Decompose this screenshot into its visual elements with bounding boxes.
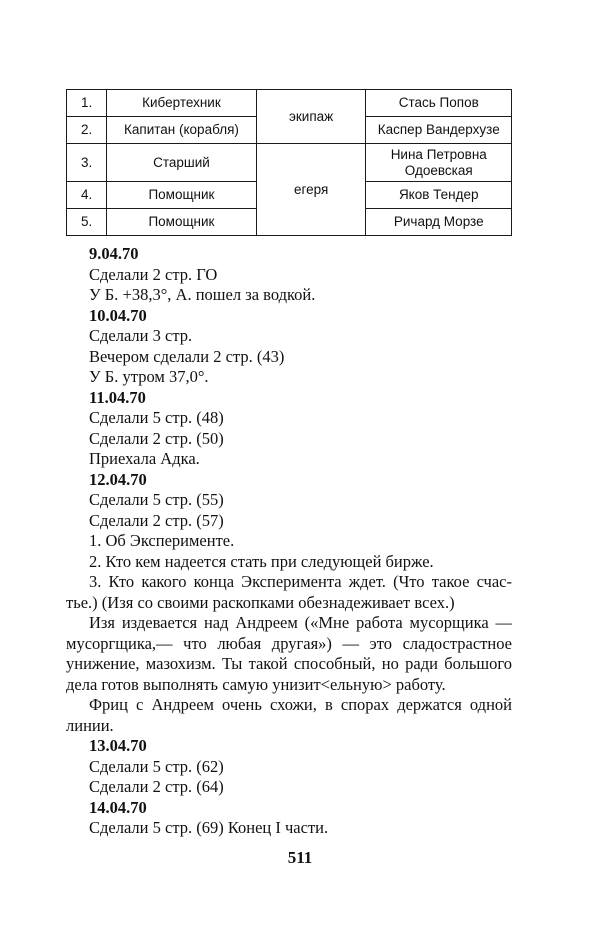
person-cell xyxy=(366,144,512,182)
entry-line: Сделали 3 стр. xyxy=(89,326,193,345)
entry-line: Сделали 2 стр. (50) xyxy=(89,428,224,448)
role-cell: Старший xyxy=(107,144,257,182)
entry-date: 14.04.70 xyxy=(89,797,147,817)
page-number: 511 xyxy=(287,848,313,867)
group-cell-huntsmen: егеря xyxy=(256,144,366,236)
diary-text xyxy=(66,244,512,839)
role-cell: Помощник xyxy=(107,182,257,209)
entry-line: Сделали 5 стр. (55) xyxy=(89,490,224,509)
table-row xyxy=(67,90,512,117)
table-row xyxy=(67,144,512,182)
group-cell-crew: экипаж xyxy=(256,90,366,144)
person-cell: Каспер Вандерхузе xyxy=(366,117,512,144)
entry-line: Приехала Адка. xyxy=(89,449,200,468)
entry-line: У Б. +38,3°, А. пошел за водкой. xyxy=(89,285,316,304)
entry-date: 13.04.70 xyxy=(89,736,147,755)
row-number: 3. xyxy=(67,144,107,182)
crew-table xyxy=(66,89,512,236)
entry-line: Сделали 5 стр. (48) xyxy=(89,408,224,427)
row-number: 1. xyxy=(67,90,107,117)
role-cell: Кибертехник xyxy=(107,90,257,117)
person-cell: Яков Тендер xyxy=(366,182,512,209)
entry-line: Сделали 2 стр. ГО xyxy=(89,264,218,284)
entry-date: 12.04.70 xyxy=(89,469,147,489)
row-number: 2. xyxy=(67,117,107,144)
role-cell: Капитан (корабля) xyxy=(107,117,257,144)
entry-line: Вечером сделали 2 стр. (43) xyxy=(89,346,285,366)
paragraph: Фриц с Андреем очень схожи, в спорах держатся одной линии. xyxy=(66,695,512,735)
paragraph: 3. Кто какого конца Эксперимента ждет. (Что такое счас-тье.) (Изя со своими раскопками обезнадеживает всех.) xyxy=(66,572,512,612)
entry-line: Сделали 5 стр. (69) Конец I части. xyxy=(89,818,329,837)
entry-line: Сделали 5 стр. (62) xyxy=(89,756,224,776)
entry-line: Сделали 2 стр. (57) xyxy=(89,510,224,530)
row-number: 4. xyxy=(67,182,107,209)
entry-date: 11.04.70 xyxy=(89,387,146,407)
entry-line: У Б. утром 37,0°. xyxy=(89,367,209,386)
person-name-line: Нина Петровна xyxy=(390,146,487,162)
entry-line: Сделали 2 стр. (64) xyxy=(89,777,224,796)
entry-line: 2. Кто кем надеется стать при следующей бирже. xyxy=(89,551,434,571)
person-cell: Ричард Морзе xyxy=(366,209,512,236)
row-number: 5. xyxy=(67,209,107,236)
role-cell: Помощник xyxy=(107,209,257,236)
entry-date: 9.04.70 xyxy=(89,244,139,263)
person-name-line: Одоевская xyxy=(404,162,473,178)
paragraph: Изя издевается над Андреем («Мне работа мусорщика — мусоргщика,— что любая другая») — это сладострастное унижение, мазохизм. Ты такой способный, но ради большого дела готов выполнять самую унизит<ельную> работу. xyxy=(66,613,512,694)
person-cell: Стась Попов xyxy=(366,90,512,117)
entry-line: 1. Об Эксперименте. xyxy=(89,531,235,550)
entry-date: 10.04.70 xyxy=(89,305,147,325)
